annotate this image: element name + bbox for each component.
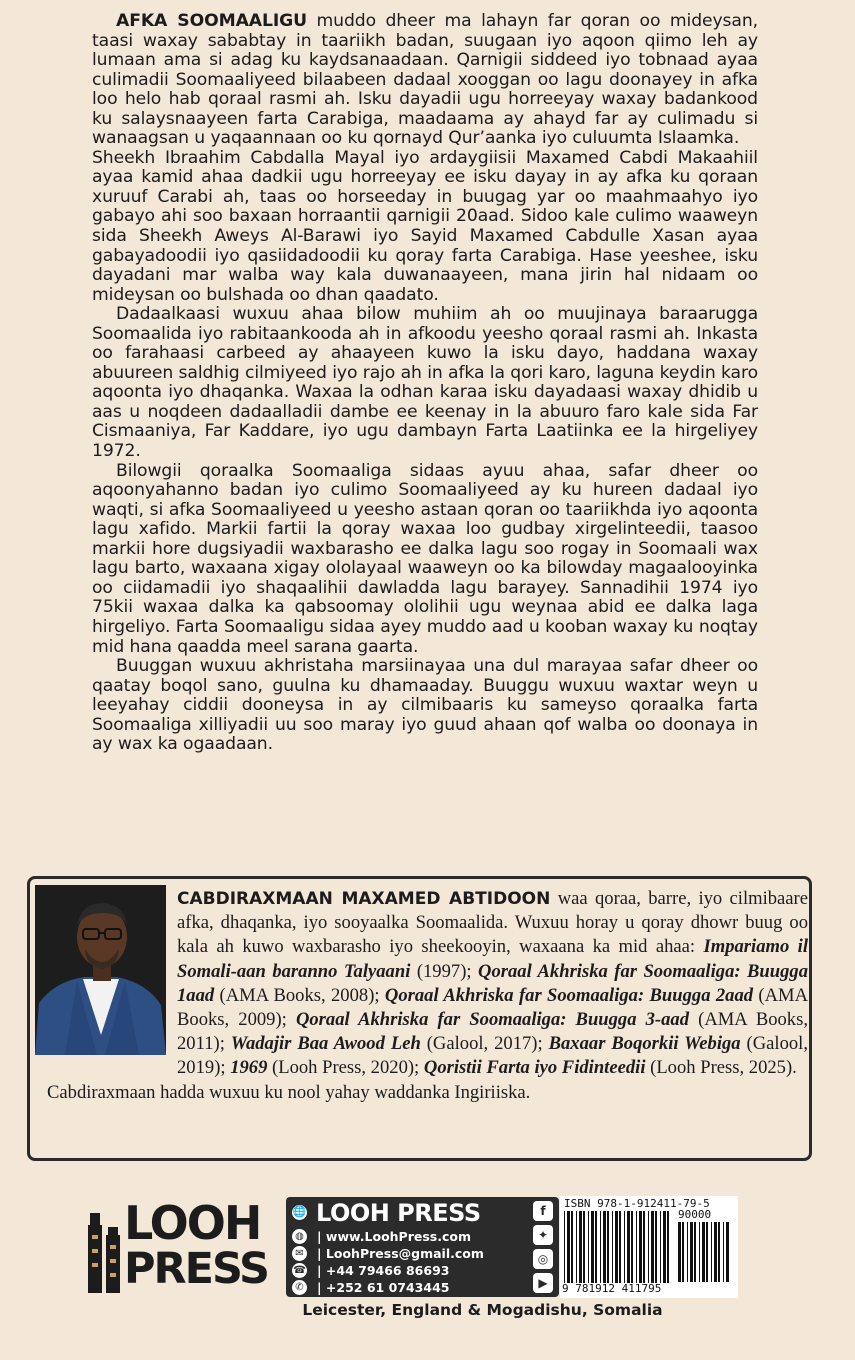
barcode-bar	[690, 1222, 693, 1282]
book-title: Wadajir Baa Awood Leh	[230, 1033, 421, 1055]
book-title: 1969	[230, 1057, 268, 1079]
phone-icon: ☎	[293, 1265, 306, 1276]
barcode-bar	[636, 1211, 637, 1283]
paragraph-2: Sheekh Ibraahim Cabdalla Mayal iyo ardaygiisii Maxamed Cabdi Makaahiil ayaa kamid ahaa dadkii ugu horreeyay ee isku dayay in ay afka ku qoraan xuruuf Carabi ah, taas oo horseeday in buugag yar oo maahmaahyo iyo gabayo ahi soo baxaan horraantii qarnigii 20aad. Sidoo kale culimo waaweyn sida Sheekh Aweys Al-Barawi iyo Sayid Maxamed Cabdulle Xasan ayaa gabayadoodii iyo qasiidadoodii ku qoray farta Carabiga. Hase yeeshee, isku dayadani mar walba way kala duwanaayeen, mana jirin hal nidaam oo mideysan oo bulshada oo dhan qaadato.	[92, 147, 758, 305]
barcode-bar	[600, 1211, 601, 1283]
paragraph-5: Buuggan wuxuu akhristaha marsiinayaa una dul marayaa safar dheer oo qaatay boqol sano, guulna ku dhamaaday. Buuggu wuxuu waxtar weyn u leeyahay ciddii dooneysa in ay cilmibaaris ku sameyso qoraalka farta Soomaaliga xilliyadii uu soo maray iyo guud ahaan qof walba oo doonaya in ay wax ka ogaadaan.	[92, 656, 758, 755]
phone-so-row	[292, 1279, 484, 1296]
book-meta: (Looh Press, 2025).	[645, 1057, 797, 1079]
barcode-bar	[591, 1211, 594, 1283]
book-title: Qoristii Farta iyo Fidinteedii	[423, 1057, 646, 1079]
barcode-bar	[687, 1222, 688, 1282]
book-title: Baxaar Boqorkii Webiga	[548, 1033, 741, 1055]
paragraph-4: Bilowgii qoraalka Soomaaliga sidaas ayuu ahaa, safar dheer oo aqoonyahanno badan iyo culimo Soomaaliyeed ay ku hureen dadaal iyo waqti, si afka Soomaaliyeed u yeesho astaan qoran oo taariikhda iyo aqoonta lagu xafido. Markii fartii la qoray waxaa loo gudbay xirgelinteedii, taasoo markii hore dugsiyadii waxbarasho ee dalka lagu soo rogay in Soomaali wax lagu barto, waxaana xigay ololayaal waaweyn oo ka bilowday magaalooyinka oo ciidamadii iyo shaqaalihii dawladda lagu barayey. Sannadihii 1974 iyo 75kii waxaa dalka ka qabsoomay ololihii ugu weynaa abid ee dalka laga hirgeliyo. Farta Soomaaligu sidaa ayey muddo aad u kooban waxay ku noqtay mid hana qaadda meel sarana gaarta.	[92, 460, 758, 657]
barcode-bar	[678, 1222, 681, 1282]
barcode-bar	[706, 1222, 708, 1282]
barcode-bar	[631, 1211, 633, 1283]
barcode-bar	[612, 1211, 613, 1283]
barcode-bar	[567, 1211, 570, 1283]
phone-somalia[interactable]: | +252 61 0743445	[317, 1280, 449, 1295]
bio-intro: waa qoraa, barre, iyo cilmibaare afka, dhaqanka, iyo sooyaalka Soomaalida. Wuxuu horay u qoray dhowr buug oo kala ah kuwo waxbarasho iyo sheekooyin, waxaana ka mid ahaa:	[177, 888, 809, 958]
barcode-bar	[660, 1211, 661, 1283]
isbn-label: ISBN 978-1-912411-79-5	[564, 1197, 710, 1210]
barcode-bar	[682, 1222, 684, 1282]
barcode-bar	[639, 1211, 642, 1283]
social-icons	[533, 1201, 555, 1297]
barcode-bar	[651, 1211, 654, 1283]
book-title: Qoraal Akhriska far Soomaaliga: Buugga 3-aad	[295, 1009, 690, 1031]
barcode-bar	[615, 1211, 618, 1283]
barcode-bar	[624, 1211, 625, 1283]
book-meta: (Looh Press, 2020);	[267, 1057, 424, 1079]
globe-icon: ◍	[292, 1229, 307, 1244]
contact-panel	[286, 1197, 559, 1297]
barcode-bar	[564, 1211, 565, 1283]
barcode-bar	[702, 1222, 705, 1282]
globe-icon: 🌐	[292, 1206, 307, 1218]
logo-line-2: PRESS	[124, 1244, 269, 1294]
barcode-bar	[603, 1211, 606, 1283]
facebook-icon[interactable]: f	[533, 1201, 553, 1221]
mail-icon: ✉	[292, 1246, 307, 1261]
barcode-bar	[579, 1211, 582, 1283]
looh-press-logo	[86, 1196, 286, 1299]
barcode-bar	[643, 1211, 645, 1283]
book-meta: (Galool, 2017);	[420, 1033, 549, 1055]
barcode-bar	[711, 1222, 712, 1282]
publisher-locations: Leicester, England & Mogadishu, Somalia	[302, 1301, 663, 1319]
barcode-bar	[718, 1222, 720, 1282]
youtube-icon[interactable]: ▶	[533, 1273, 553, 1293]
photo-spacer	[35, 887, 177, 1063]
book-meta: (AMA Books, 2011);	[177, 1009, 808, 1055]
barcode-bar	[648, 1211, 649, 1283]
paragraph-3: Dadaalkaasi wuxuu ahaa bilow muhiim ah oo muujinaya baraarugga Soomaalida iyo rabitaankooda ah in afkoodu yeesho qoraal rasmi ah. Inkasta oo farahaasi carbeed ay ahaayeen kuwo la isku dayo, haddana waxay abuureen saldhig cilmiyeed iyo rajo ah in afka la qori karo, laguna keydin karo aqoonta iyo dhaqanka. Waxaa la odhan karaa isku dayadaasi waxay dhidib u aas u noqdeen dadaalladii dambe ee keenay in la abuuro faro kale sida Far Cismaaniya, Far Kaddare, iyo ugu dambayn Farta Laatiinka ee la hirgeliyey 1972.	[92, 304, 758, 462]
barcode-bar	[726, 1222, 729, 1282]
barcode-bar	[619, 1211, 621, 1283]
barcode-bar	[655, 1211, 657, 1283]
bio-residence: Cabdiraxmaan hadda wuxuu ku nool yahay waddanka Ingiriiska.	[47, 1081, 531, 1103]
paragraph-1-text: muddo dheer ma lahayn far qoran oo mideysan, taasi waxay sababtay in taariikh badan, suugaan iyo aqoon qiimo leh ay lumaan ama si adag ku kaydsanaadaan. Qarnigii siddeed iyo tobnaad ayaa culimadii Soomaaliyeed bilaabeen dadaal xooggan oo lagu doonayey in afka loo helo hab qoraal rasmi ah. Isku dayadii ugu horreeyay waxay badankood ku salaysnaayeen farta Carabiga, maadaama ay ahayd far ay culimadu si wanaagsan u yaqaannaan oo ku qornayd Qur’aanka iyo culuumta Islaamka.	[92, 11, 758, 149]
book-meta: (AMA Books, 2008);	[214, 984, 385, 1006]
logo-line-1: LOOH	[124, 1196, 261, 1250]
book-title: Qoraal Akhriska far Soomaaliga: Buugga 1aad	[177, 960, 808, 1006]
barcode-number: 9 781912 411795	[562, 1282, 662, 1295]
barcode-bars	[564, 1211, 674, 1283]
instagram-icon[interactable]: ◎	[533, 1249, 553, 1269]
barcode-bar	[583, 1211, 585, 1283]
book-meta: (Galool, 2019);	[177, 1033, 808, 1079]
website-link[interactable]: | www.LoohPress.com	[317, 1229, 471, 1244]
barcode-bar	[571, 1211, 573, 1283]
website-row	[292, 1228, 484, 1245]
barcode-bar	[588, 1211, 589, 1283]
tower-icon	[86, 1205, 124, 1295]
price-addon-code: 90000	[678, 1208, 712, 1221]
paragraph-1	[92, 12, 758, 149]
book-meta: (1997);	[410, 960, 479, 982]
author-bio-box	[27, 876, 812, 1161]
barcode-bar	[694, 1222, 696, 1282]
contact-list	[292, 1228, 484, 1296]
barcode-bar	[595, 1211, 597, 1283]
email-row	[292, 1245, 484, 1262]
email-link[interactable]: | LoohPress@gmail.com	[317, 1246, 484, 1261]
book-title: Impariamo il Somali-aan baranno Talyaani	[177, 936, 809, 982]
author-bio-text	[35, 887, 808, 1105]
barcode-bar	[576, 1211, 577, 1283]
phone-uk-row	[292, 1262, 484, 1279]
publisher-name: LOOH PRESS	[316, 1199, 481, 1227]
barcode-bar	[627, 1211, 630, 1283]
barcode-bar	[699, 1222, 700, 1282]
book-title: Qoraal Akhriska far Soomaaliga: Buugga 2aad	[384, 984, 754, 1006]
phone-uk[interactable]: | +44 79466 86693	[317, 1263, 449, 1278]
whatsapp-icon: ✆	[292, 1280, 307, 1295]
paragraph-lead: AFKA SOOMAALIGU	[116, 11, 308, 31]
barcode-bar	[667, 1211, 669, 1283]
book-meta: (AMA Books, 2009);	[177, 984, 808, 1031]
barcode-bar	[714, 1222, 717, 1282]
author-name: CABDIRAXMAAN MAXAMED ABTIDOON	[177, 889, 551, 909]
barcode-bar	[663, 1211, 666, 1283]
twitter-icon[interactable]: ✦	[533, 1225, 553, 1245]
barcode-bar	[723, 1222, 724, 1282]
isbn-barcode	[560, 1196, 738, 1298]
addon-barcode-bars	[678, 1222, 730, 1282]
barcode-bar	[607, 1211, 609, 1283]
back-cover-text	[92, 12, 758, 755]
